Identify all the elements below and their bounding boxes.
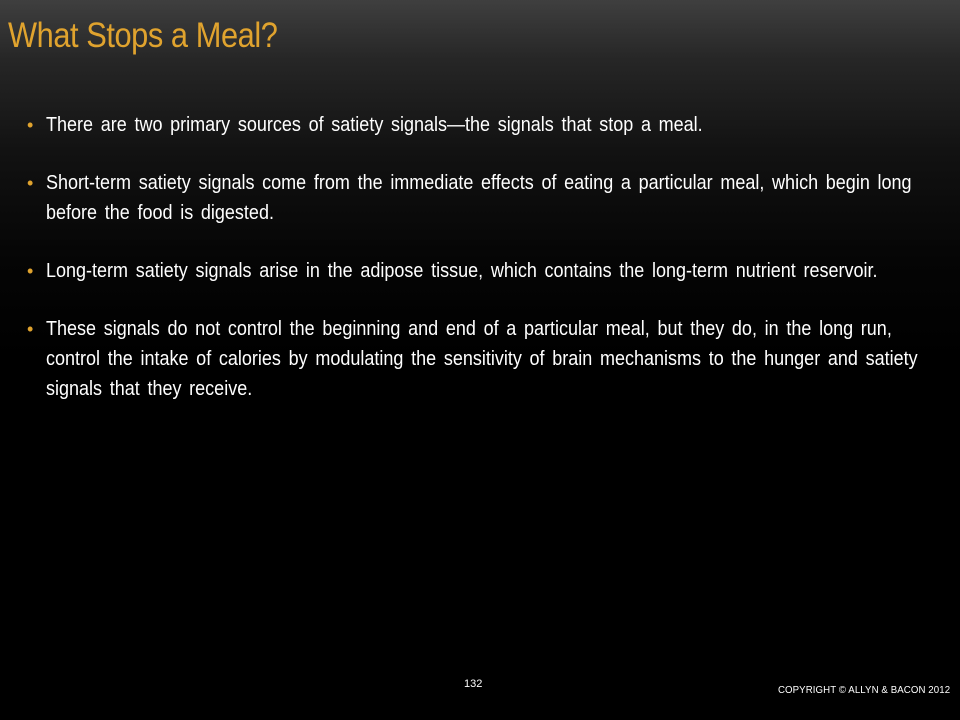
- page-number: 132: [464, 678, 483, 690]
- copyright-notice: COPYRIGHT © ALLYN & BACON 2012: [777, 684, 950, 696]
- bullet-item: [20, 168, 925, 228]
- bullet-text: Long-term satiety signals arise in the adipose tissue, which contains the long-term nutrient reservoir.: [46, 260, 878, 282]
- bullet-text: These signals do not control the beginning and end of a particular meal, but they do, in the long run, control the intake of calories by modulating the sensitivity of brain mechanisms to the hunger and satiety signals that they receive.: [46, 318, 918, 400]
- bullet-marker-icon: •: [27, 173, 34, 193]
- bullet-item: [20, 314, 925, 404]
- bullet-item: [20, 256, 925, 286]
- bullet-list: [20, 110, 925, 432]
- bullet-text: Short-term satiety signals come from the immediate effects of eating a particular meal, which begin long before the food is digested.: [46, 172, 912, 224]
- bullet-marker-icon: •: [27, 319, 34, 339]
- bullet-marker-icon: •: [27, 261, 34, 281]
- bullet-marker-icon: •: [27, 115, 34, 135]
- bullet-text: There are two primary sources of satiety signals—the signals that stop a meal.: [46, 114, 703, 136]
- bullet-item: [20, 110, 925, 140]
- slide-title: What Stops a Meal?: [8, 16, 278, 55]
